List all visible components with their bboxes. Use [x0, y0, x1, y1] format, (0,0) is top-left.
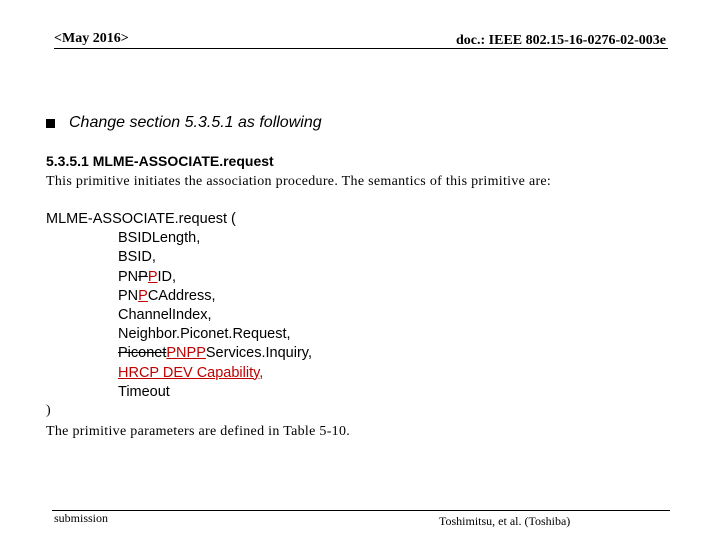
param-pnpcaddress	[46, 287, 312, 306]
pnpid-suffix: ID,	[157, 268, 177, 285]
param-bsid: BSID,	[118, 249, 156, 266]
signature-open: MLME-ASSOCIATE.request (	[46, 211, 236, 227]
param-neighbor-request: Neighbor.Piconet.Request,	[118, 326, 291, 343]
section-description: This primitive initiates the association procedure. The semantics of this primitive are:	[46, 174, 552, 189]
header-divider	[54, 48, 668, 49]
services-suffix: Services.Inquiry,	[205, 345, 312, 362]
pnpcaddress-inserted: P	[138, 287, 148, 304]
pnpid-prefix: PN	[118, 268, 139, 285]
services-inserted: PNPP	[166, 345, 206, 362]
param-timeout: Timeout	[118, 383, 170, 400]
param-services-inquiry	[46, 344, 312, 363]
primitive-signature	[46, 210, 312, 402]
bullet-square-icon	[46, 119, 55, 128]
pnpid-deleted: P	[138, 268, 148, 285]
header-doc-id: doc.: IEEE 802.15-16-0276-02-003e	[456, 33, 666, 48]
signature-close: )	[46, 403, 51, 418]
pnpcaddress-prefix: PN	[118, 287, 139, 304]
param-bsid-length: BSIDLength,	[118, 230, 201, 247]
pnpcaddress-suffix: CAddress,	[147, 287, 216, 304]
bullet-text: Change section 5.3.5.1 as following	[69, 114, 322, 131]
bullet-item	[46, 114, 322, 132]
hrcp-inserted: HRCP DEV Capability,	[118, 364, 264, 381]
section-title: 5.3.5.1 MLME-ASSOCIATE.request	[46, 153, 274, 169]
pnpid-inserted: P	[147, 268, 158, 285]
footer-submission: submission	[54, 511, 109, 525]
services-deleted: Piconet	[118, 345, 167, 362]
parameters-note: The primitive parameters are defined in Table 5-10.	[46, 424, 351, 439]
footer-divider	[52, 510, 670, 511]
param-hrcp-capability	[46, 364, 312, 383]
footer-authors: Toshimitsu, et al. (Toshiba)	[439, 514, 571, 528]
param-channel-index: ChannelIndex,	[118, 306, 212, 323]
header-date: <May 2016>	[54, 31, 129, 46]
param-pnpid	[46, 268, 312, 287]
